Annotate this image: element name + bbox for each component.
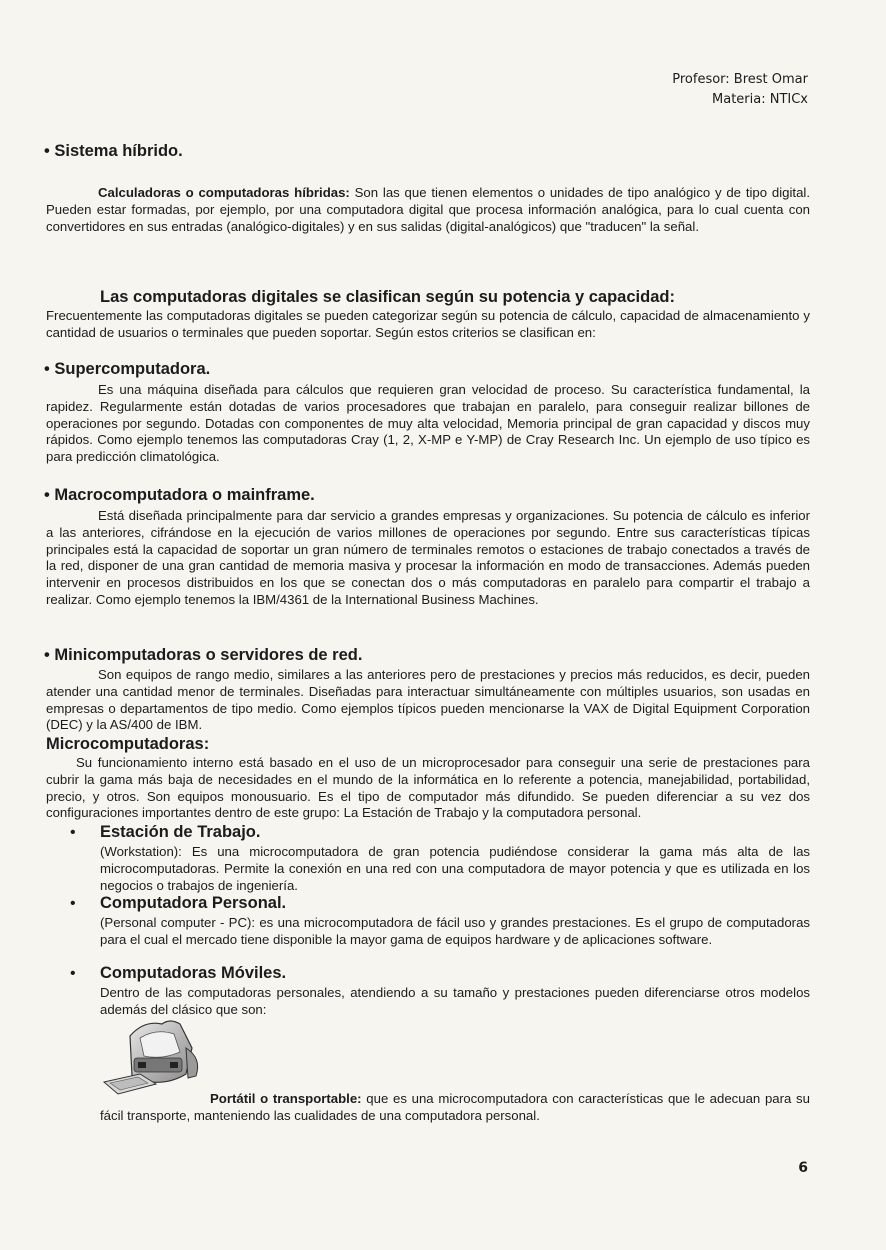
- heading-microcomputadoras: Microcomputadoras:: [46, 735, 210, 753]
- page-number: 6: [798, 1160, 808, 1176]
- paragraph-computadoras-moviles: Dentro de las computadoras personales, atendiendo a su tamaño y prestaciones pueden diferenciarse otros modelos además del clásico que son:: [100, 985, 810, 1017]
- materia-line: Materia: NTICx: [712, 92, 808, 107]
- heading-clasificacion: Las computadoras digitales se clasifican según su potencia y capacidad:: [100, 288, 675, 306]
- portable-computer-illustration: [100, 1018, 212, 1098]
- heading-estacion-trabajo: Estación de Trabajo.: [100, 823, 261, 841]
- bullet-personal: •: [70, 895, 76, 912]
- bullet-moviles: •: [70, 965, 76, 982]
- paragraph-portatil: [100, 1091, 810, 1125]
- paragraph-computadora-personal: (Personal computer - PC): es una microcomputadora de fácil uso y grandes prestaciones. Es el grupo de computadoras para el cual el mercado tiene disponible la mayor gama de equipos hardware y de aplicaciones software.: [100, 915, 810, 947]
- paragraph-microcomputadoras: Su funcionamiento interno está basado en el uso de un microprocesador para conseguir una serie de prestaciones para cubrir la gama más baja de necesidades en el mundo de la informática en lo referente a potencia, manejabilidad, portabilidad, precio, y otros. Son equipos monousuario. Es el tipo de computador más difundido. Se pueden diferenciar a su vez dos configuraciones importantes dentro de este grupo: La Estación de Trabajo y la computadora personal.: [46, 755, 810, 821]
- heading-minicomputadoras: • Minicomputadoras o servidores de red.: [44, 646, 363, 664]
- paragraph-supercomputadora: Es una máquina diseñada para cálculos que requieren gran velocidad de proceso. Su característica fundamental, la rapidez. Regularmente están dotadas de varios procesadores que trabajan en paralelo, para conseguir realizar billones de operaciones por segundo. Dotadas con componentes de muy alta velocidad, Memoria principal de gran capacidad y discos muy rápidos. Como ejemplo tenemos las computadoras Cray (1, 2, X-MP e Y-MP) de Cray Research Inc. Un ejemplo de uso típico es para predicción climatológica.: [46, 382, 810, 465]
- heading-supercomputadora: • Supercomputadora.: [44, 360, 211, 378]
- page-header: [672, 70, 808, 110]
- paragraph-minicomputadoras: Son equipos de rango medio, similares a las anteriores pero de prestaciones y precios más reducidos, es decir, pueden atender una cantidad menor de terminales. Diseñadas para interactuar simultáneamente con múltiples usuarios, son usadas en empresas o departamentos de tipo medio. Como ejemplos típicos pueden mencionarse la VAX de Digital Equipment Corporation (DEC) y la AS/400 de IBM.: [46, 667, 810, 733]
- term-hibridas: Calculadoras o computadoras híbridas:: [98, 185, 350, 200]
- paragraph-estacion-trabajo: (Workstation): Es una microcomputadora de gran potencia pudiéndose considerar la gama más alta de las microcomputadoras. Permite la conexión en una red con una computadora de mayor potencia y que es utilizada en los negocios o trabajos de ingeniería.: [100, 844, 810, 893]
- heading-computadora-personal: Computadora Personal.: [100, 894, 287, 912]
- bullet-estacion: •: [70, 824, 76, 841]
- paragraph-hibrido: [46, 185, 810, 235]
- heading-macrocomputadora: • Macrocomputadora o mainframe.: [44, 486, 315, 504]
- term-portatil: Portátil o transportable:: [210, 1091, 362, 1106]
- text-hibridas: Son las que tienen elementos o unidades de tipo analógico y de tipo digital. Pueden estar formadas, por ejemplo, por una computadora digital que procesa información analógica, para lo cual cuenta con convertidores en sus entradas (analógico-digitales) y en sus salidas (digital-analógicos) que "traducen" la señal.: [46, 185, 810, 234]
- heading-sistema-hibrido: • Sistema híbrido.: [44, 142, 183, 160]
- heading-computadoras-moviles: Computadoras Móviles.: [100, 964, 287, 982]
- paragraph-clasificacion: Frecuentemente las computadoras digitales se pueden categorizar según su potencia de cálculo, capacidad de almacenamiento y cantidad de usuarios o terminales que pueden soportar. Según estos criterios se clasifican en:: [46, 308, 810, 340]
- text-portatil: que es una microcomputadora con características que le adecuan para su fácil transporte, manteniendo las cualidades de una computadora personal.: [100, 1091, 810, 1123]
- paragraph-macrocomputadora: Está diseñada principalmente para dar servicio a grandes empresas y organizaciones. Su potencia de cálculo es inferior a las anteriores, cifrándose en la ejecución de varios millones de operaciones por segundo. Entre sus características típicas principales está la capacidad de soportar un gran número de terminales remotos o estaciones de trabajo conectados a través de la red, disponer de una gran cantidad de memoria masiva y procesar la información en modo de transacciones. Además pueden intervenir en procesos distribuidos en los que se conectan dos o más computadoras en paralelo para compartir el trabajo a realizar. Como ejemplo tenemos la IBM/4361 de la International Business Machines.: [46, 508, 810, 607]
- profesor-line: Profesor: Brest Omar: [672, 72, 808, 87]
